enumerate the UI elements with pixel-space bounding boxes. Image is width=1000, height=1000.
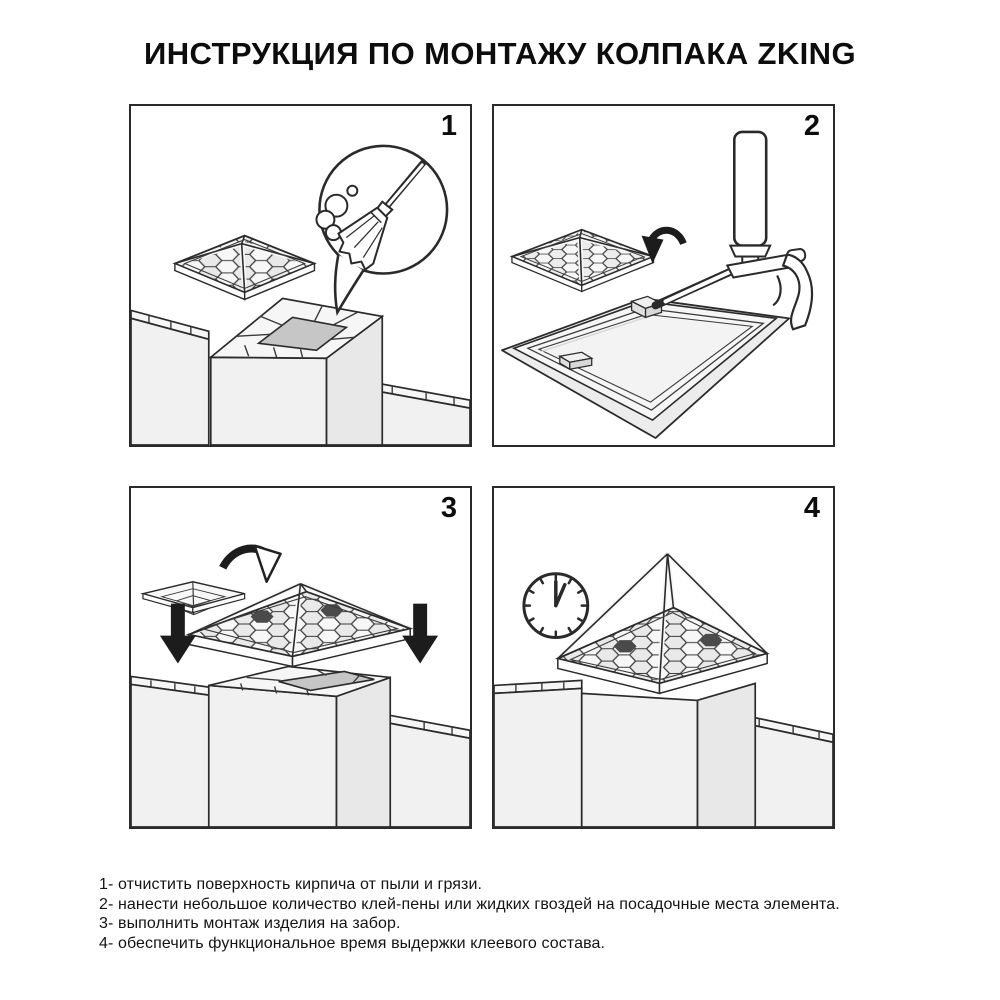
chimney-cap xyxy=(558,554,767,694)
cap-inverted-small xyxy=(143,582,245,615)
step-panel-4 xyxy=(492,486,835,829)
instruction-line: 4- обеспечить функциональное время выдержки клеевого состава. xyxy=(99,934,606,952)
step-number: 1 xyxy=(440,110,457,142)
step-panel-3 xyxy=(129,486,472,829)
instruction-line: 1- отчистить поверхность кирпича от пыли и грязи. xyxy=(99,876,483,893)
cap-small xyxy=(512,230,654,292)
brick-pillar xyxy=(211,298,382,445)
page-title: ИНСТРУКЦИЯ ПО МОНТАЖУ КОЛПАКА ZKING xyxy=(144,36,856,71)
flip-arrow-icon xyxy=(223,546,281,582)
brick-wall-left xyxy=(131,310,209,445)
cap-underside xyxy=(502,296,789,438)
gun-trigger xyxy=(773,276,780,306)
chimney-cap xyxy=(175,236,315,300)
brick-wall-left xyxy=(494,680,582,827)
step-2-illustration xyxy=(494,106,833,445)
instruction-line: 3- выполнить монтаж изделия на забор. xyxy=(99,915,401,932)
step-4-illustration xyxy=(494,488,833,827)
brick-wall-left xyxy=(131,676,211,827)
step-panel-1 xyxy=(129,104,472,447)
glue-pad xyxy=(560,352,592,369)
speech-bubble xyxy=(316,146,447,313)
brick-pillar xyxy=(582,683,755,827)
step-3-illustration xyxy=(131,488,470,827)
instructions-list xyxy=(99,875,840,953)
foam-canister xyxy=(734,132,766,246)
step-1-illustration xyxy=(131,106,470,445)
brick-pillar xyxy=(209,666,390,827)
step-number: 2 xyxy=(803,110,820,142)
clock-icon xyxy=(524,574,588,638)
instruction-line: 2- нанести небольшое количество клей-пены или жидких гвоздей на посадочные места элемента. xyxy=(99,895,840,913)
step-panel-2 xyxy=(492,104,835,447)
step-number: 3 xyxy=(440,492,457,524)
foam-gun-icon xyxy=(656,132,813,329)
step-number: 4 xyxy=(803,492,820,524)
